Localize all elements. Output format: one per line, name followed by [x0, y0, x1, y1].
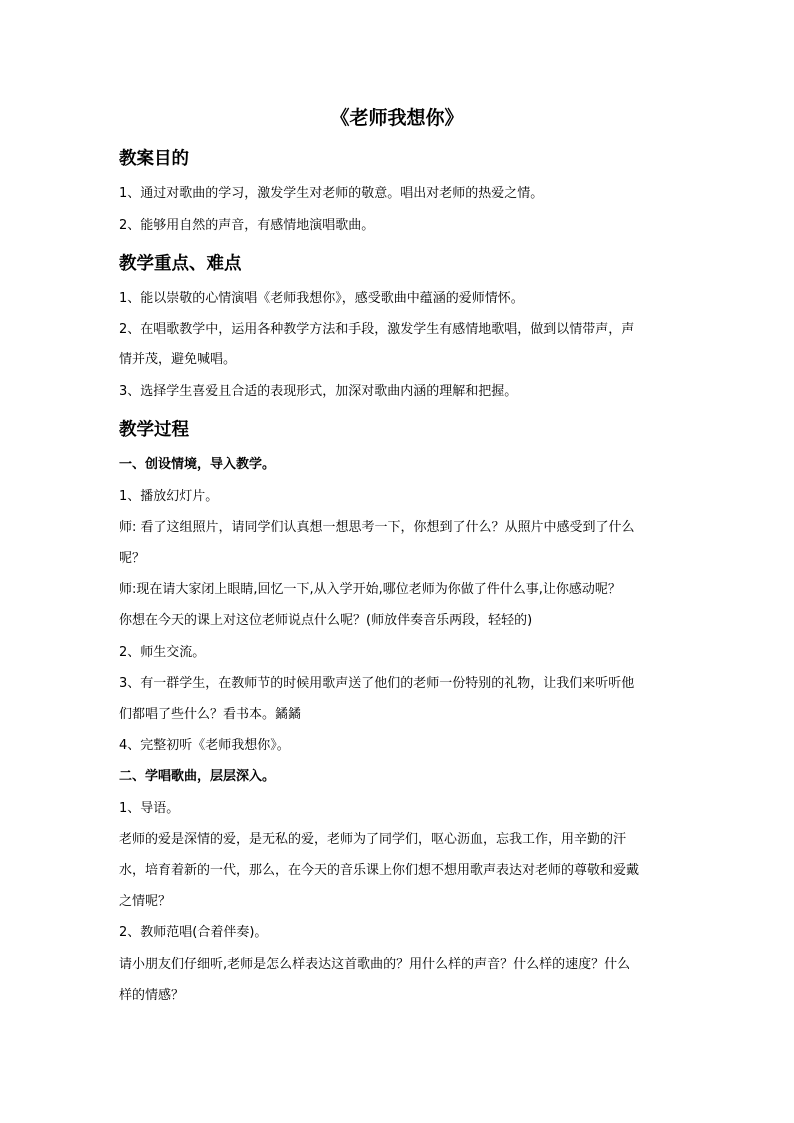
process-part1-line-8: 们都唱了些什么？看书本。鐍鐍: [119, 707, 302, 722]
objectives-item-2: 2、能够用自然的声音，有感情地演唱歌曲。: [119, 218, 375, 233]
process-part2-line-7: 样的情感？: [119, 988, 185, 1003]
process-part2-line-3: 水，培育着新的一代，那么，在今天的音乐课上你们想不想用歌声表达对老师的尊敬和爱戴: [119, 863, 640, 878]
key-points-item-2-cont: 情并茂，避免喊唱。: [119, 352, 237, 367]
process-part1-line-9: 4、完整初听《老师我想你》。: [119, 738, 290, 753]
document-title: 《老师我想你》: [330, 107, 464, 129]
process-part1-line-2: 师: 看了这组照片，请同学们认真想一想思考一下，你想到了什么？从照片中感受到了什么: [119, 520, 635, 535]
section-heading-key-points: 教学重点、难点: [119, 254, 242, 274]
process-part1-line-4: 师:现在请大家闭上眼睛,回忆一下,从入学开始,哪位老师为你做了件什么事,让你感动呢？: [119, 582, 621, 597]
section-heading-process: 教学过程: [119, 420, 189, 440]
key-points-item-2: 2、在唱歌教学中，运用各种教学方法和手段，激发学生有感情地歌唱，做到以情带声，声: [119, 322, 635, 337]
section-heading-objectives: 教案目的: [119, 149, 189, 169]
process-part2-heading: 二、学唱歌曲，层层深入。: [119, 769, 276, 784]
process-part1-line-6: 2、师生交流。: [119, 645, 206, 660]
process-part1-line-3: 呢？: [119, 551, 146, 566]
process-part2-line-6: 请小朋友们仔细听,老师是怎么样表达这首歌曲的？用什么样的声音？什么样的速度？什么: [119, 957, 631, 972]
key-points-item-1: 1、能以崇敬的心情演唱《老师我想你》，感受歌曲中蕴涵的爱师情怀。: [119, 291, 524, 306]
key-points-item-3: 3、选择学生喜爱且合适的表现形式，加深对歌曲内涵的理解和把握。: [119, 384, 518, 399]
process-part2-line-5: 2、教师范唱(合着伴奏)。: [119, 925, 268, 940]
process-part2-line-1: 1、导语。: [119, 801, 180, 816]
process-part2-line-2: 老师的爱是深情的爱，是无私的爱，老师为了同学们，呕心沥血，忘我工作，用辛勤的汗: [119, 832, 627, 847]
objectives-item-1: 1、通过对歌曲的学习，激发学生对老师的敬意。唱出对老师的热爱之情。: [119, 186, 544, 201]
process-part1-line-7: 3、有一群学生，在教师节的时候用歌声送了他们的老师一份特别的礼物，让我们来听听他: [119, 676, 635, 691]
process-part1-line-1: 1、播放幻灯片。: [119, 489, 219, 504]
process-part1-line-5: 你想在今天的课上对这位老师说点什么呢？(师放伴奏音乐两段，轻轻的): [119, 613, 533, 628]
process-part2-line-4: 之情呢？: [119, 894, 172, 909]
process-part1-heading: 一、创设情境，导入教学。: [119, 457, 276, 472]
